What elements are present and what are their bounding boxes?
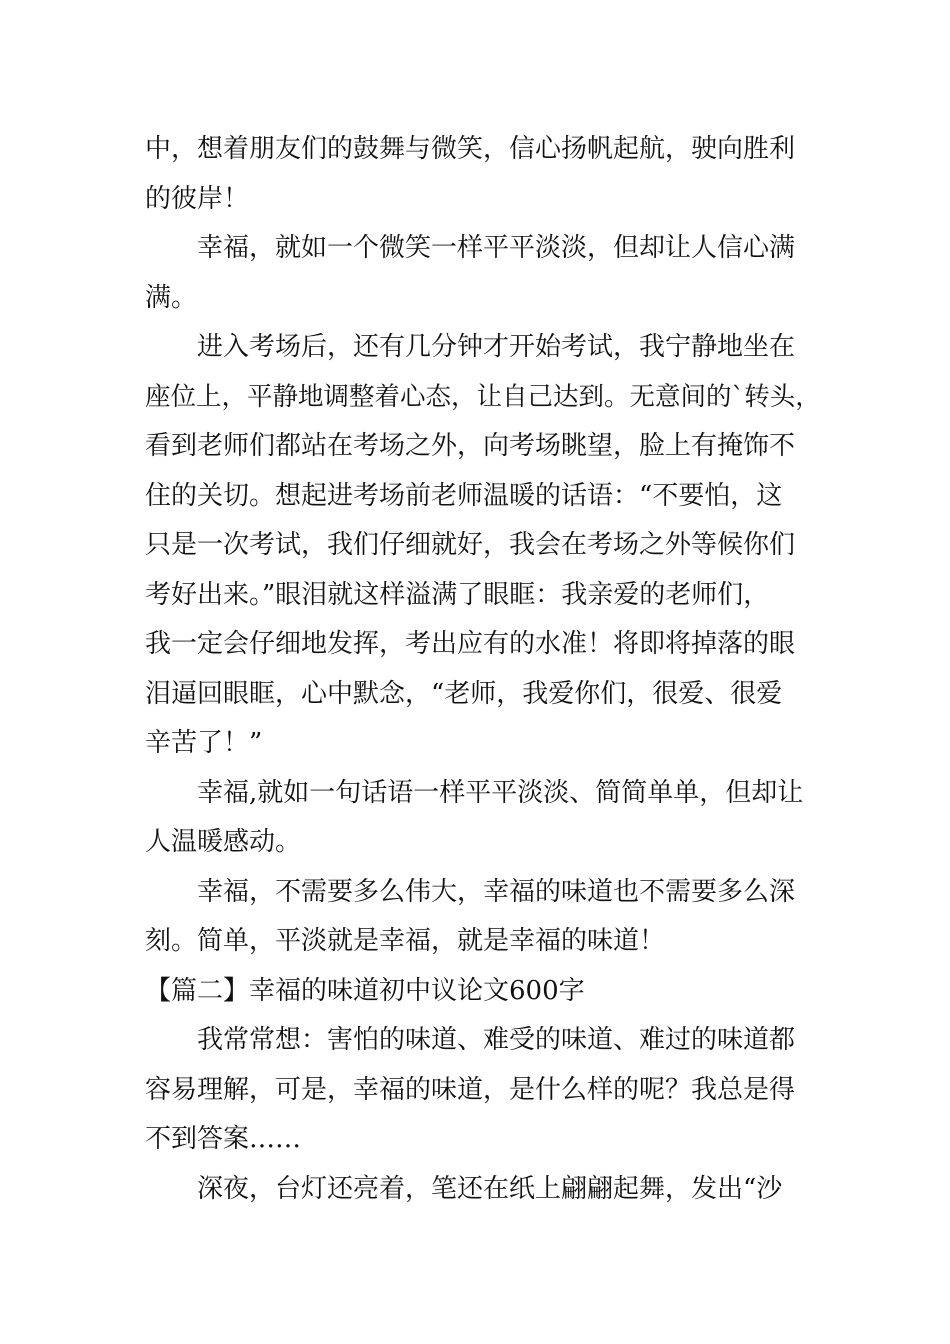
text-line: 只是一次考试，我们仔细就好，我会在考场之外等候你们	[145, 530, 796, 560]
text-line: 考好出来。”眼泪就这样溢满了眼眶：我亲爱的老师们，	[145, 579, 770, 610]
text-line: 辛苦了！”	[145, 728, 263, 758]
text-line: 人温暖感动。	[145, 827, 302, 857]
text-line: 幸福，就如一个微笑一样平平淡淡，但却让人信心满	[197, 233, 796, 263]
section-heading: 【篇二】幸福的味道初中议论文600字	[145, 975, 585, 1006]
text-line: 不到答案……	[145, 1124, 302, 1154]
text-line: 泪逼回眼眶，心中默念，“老师，我爱你们，很爱、很爱	[145, 678, 783, 709]
text-line: 刻。简单，平淡就是幸福，就是幸福的味道！	[145, 926, 666, 956]
document-body	[145, 125, 821, 1214]
text-line: 幸福，不需要多么伟大，幸福的味道也不需要多么深	[197, 876, 796, 907]
text-line: 座位上，平静地调整着心态，让自己达到。无意间的`转头，	[145, 381, 821, 412]
text-line: 看到老师们都站在考场之外，向考场眺望，脸上有掩饰不	[145, 431, 796, 461]
text-line: 容易理解，可是，幸福的味道，是什么样的呢？我总是得	[145, 1074, 796, 1105]
text-line: 的彼岸！	[145, 183, 250, 214]
text-line: 幸福,就如一句话语一样平平淡淡、简简单单，但却让	[197, 777, 804, 808]
text-line: 满。	[145, 282, 198, 313]
text-line: 深夜，台灯还亮着，笔还在纸上翩翩起舞，发出“沙	[197, 1173, 783, 1204]
text-line: 我一定会仔细地发挥，考出应有的水准！将即将掉落的眼	[145, 629, 796, 659]
text-line: 中，想着朋友们的鼓舞与微笑，信心扬帆起航，驶向胜利	[145, 134, 796, 164]
text-line: 我常常想：害怕的味道、难受的味道、难过的味道都	[197, 1025, 796, 1055]
text-line: 进入考场后，还有几分钟才开始考试，我宁静地坐在	[197, 332, 796, 362]
text-line: 住的关切。想起进考场前老师温暖的话语：“不要怕，这	[145, 480, 783, 511]
